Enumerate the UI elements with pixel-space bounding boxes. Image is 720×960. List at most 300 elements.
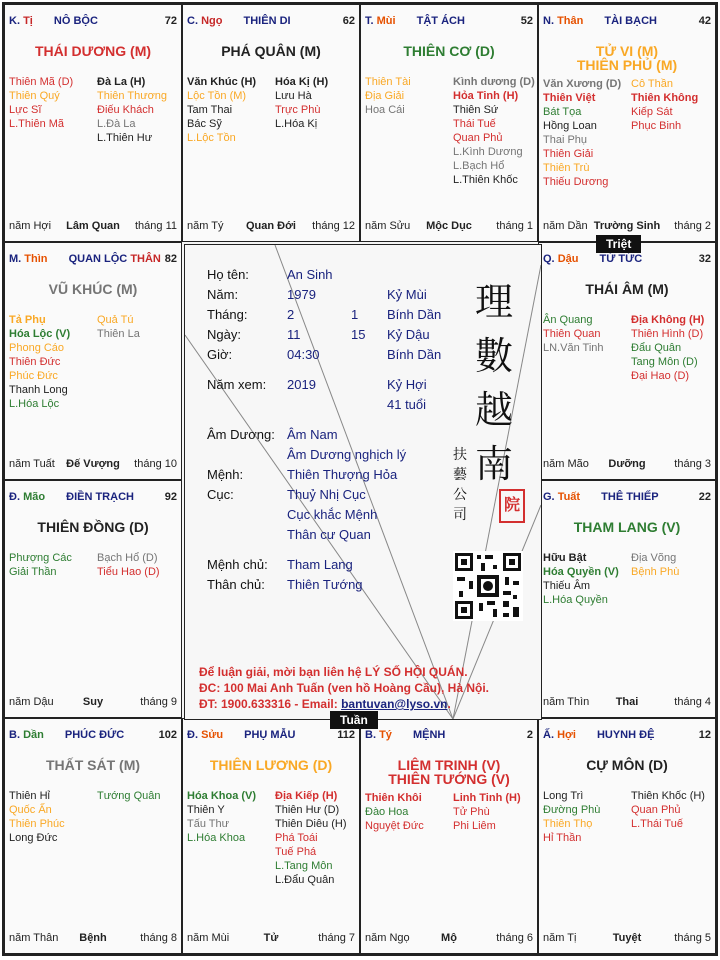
minor-star: Bát Tọa [543,106,582,118]
minor-star: Đào Hoa [365,806,409,818]
minor-star: Hóa Khoa (V) [187,790,257,802]
palace-position [9,491,45,503]
palace-number: 62 [342,15,355,27]
footer-stage: Dưỡng [608,458,646,470]
minor-star: L.Hóa Quyền [543,594,608,606]
view-year-can: Kỷ Hợi [387,377,427,392]
minor-stars-right [631,77,698,133]
palace-cell-tuat[interactable] [538,480,716,718]
red-seal: 院 [499,489,525,523]
minor-star: Thiên Y [187,804,225,816]
palace-header [9,253,177,267]
palace-name: THÊ THIẾP [601,491,659,503]
palace-name: PHỤ MẪU [244,729,296,741]
main-star: PHÁ QUÂN (M) [221,43,321,59]
minor-star: Tả Phụ [9,314,46,326]
main-star: THIÊN LƯƠNG (D) [209,757,333,773]
minor-stars-left [543,551,619,607]
calligraphy [475,275,513,491]
position-letter: C. [187,15,198,27]
name-row [207,267,249,282]
hour-can: Bính Dần [387,347,442,362]
minor-star: Quan Phủ [631,804,681,816]
qr-code-icon[interactable] [453,551,523,621]
minor-star: L.Lộc Tồn [187,132,236,144]
footer-stage: Trường Sinh [593,220,661,232]
minor-star: Thiên Tài [365,76,411,88]
palace-footer [365,932,533,945]
minor-star: Hữu Bật [543,552,587,564]
footer-month: tháng 9 [140,696,177,708]
palace-name: TẬT ÁCH [416,15,465,27]
minor-star: Bệnh Phù [631,566,680,578]
footer-stage: Tử [263,932,279,944]
palace-number: 42 [698,15,711,27]
palace-position [543,491,580,503]
minor-star: Thiên Hình (D) [631,328,704,340]
main-star: LIÊM TRINH (V) [397,757,501,773]
footer-month: tháng 1 [496,220,533,232]
minor-star: Văn Xương (D) [543,78,622,90]
minor-star: Tấu Thư [187,818,230,830]
palace-cell-hoi[interactable] [538,718,716,954]
center-info-panel [184,244,542,720]
small-char-3: 公 [453,487,467,503]
minor-stars-left [187,75,256,145]
minor-star: Tuế Phá [275,846,317,858]
palace-name: PHÚC ĐỨC [64,729,125,741]
earthly-branch: Thìn [24,253,48,265]
palace-header [543,491,711,505]
earthly-branch: Sửu [201,729,224,741]
palace-position [187,15,222,27]
palace-name: QUAN LỘC [68,253,128,265]
menh-chu-value: Tham Lang [287,557,353,572]
minor-star: L.Tang Môn [275,860,333,872]
main-star: CỰ MÔN (D) [586,757,668,773]
palace-footer [9,932,177,945]
minor-star: Phượng Các [9,552,72,564]
minor-star: Đại Hao (D) [631,370,690,382]
minor-star: Thiên Phúc [9,818,65,830]
main-star: THAM LANG (V) [573,519,681,535]
minor-star: Thiên Quý [9,90,60,102]
minor-star: Tướng Quân [97,790,161,802]
email-link[interactable]: bantuvan@lyso.vn [341,697,448,711]
footer-stage: Mộc Dục [426,220,472,232]
minor-star: L.Hóa Kị [275,118,318,130]
minor-star: Hồng Loan [543,120,597,132]
minor-star: Thiên Hỉ [9,790,50,802]
minor-star: Quả Tú [97,314,134,326]
contact-line-1: Để luận giải, mời bạn liên hệ LÝ SỐ HỘI QUÁN. [199,665,468,679]
calligraphy-char-3: 越 [475,388,514,432]
position-letter: Đ. [187,729,198,741]
palace-cell-than[interactable] [538,4,716,242]
footer-year: năm Tị [543,932,577,944]
small-char-2: 藝 [453,467,467,483]
main-star: TỬ VI (M) [595,43,659,59]
minor-star: Kiếp Sát [631,106,673,118]
name-value: An Sinh [287,267,333,282]
minor-star: Giải Thần [9,566,57,578]
minor-stars-right [631,313,704,383]
minor-stars-left [365,791,424,833]
minor-star: Cô Thần [631,78,673,90]
minor-star: Địa Không (H) [631,314,705,326]
main-star: THẤT SÁT (M) [45,757,141,773]
footer-month: tháng 4 [674,696,711,708]
minor-star: Phúc Đức [9,370,58,382]
view-year-label: Năm xem: [207,377,267,392]
minor-star: Hóa Lộc (V) [9,328,71,340]
main-star: THIÊN PHỦ (M) [576,57,678,73]
menh-value: Thiên Thượng Hỏa [287,467,398,482]
minor-star: Phá Toái [275,832,318,844]
minor-star: L.Thiên Hư [97,132,153,144]
than-chu-value: Thiên Tướng [287,577,363,592]
day-value: 11 [287,327,301,342]
palace-position [543,15,583,27]
footer-year: năm Mùi [187,932,230,944]
minor-star: L.Đà La [97,118,136,130]
minor-stars-right [97,313,140,341]
minor-star: Điếu Khách [97,104,154,116]
palace-number: 82 [164,253,177,265]
minor-star: Tang Môn (D) [631,356,698,368]
earthly-branch: Ngọ [201,15,223,27]
palace-header [365,15,533,29]
minor-star: Địa Giải [365,90,405,102]
palace-position [9,253,48,265]
footer-stage: Lâm Quan [66,220,120,232]
footer-stage: Bệnh [79,932,107,944]
minor-stars-right [97,551,160,579]
palace-cell-ngo[interactable] [182,4,360,242]
minor-star: Lưu Hà [275,90,312,102]
minor-star: Bạch Hổ (D) [97,552,158,564]
minor-stars-right [97,789,161,803]
position-letter: N. [543,15,554,27]
main-star: THÁI ÂM (M) [585,281,669,297]
palace-number: 52 [520,15,533,27]
palace-cell-dau[interactable] [538,242,716,480]
minor-star: Thiên Thương [97,90,168,102]
palace-footer [187,220,355,233]
minor-stars-left [187,789,256,845]
year-label: Năm: [207,287,239,302]
minor-star: Long Đức [9,832,58,844]
minor-star: Phi Liêm [453,820,496,832]
footer-year: năm Thân [9,932,59,944]
minor-star: Ân Quang [543,314,593,326]
footer-month: tháng 8 [140,932,177,944]
palace-footer [9,458,177,471]
minor-star: L.Hóa Lộc [9,398,60,410]
main-star: THIÊN TƯỚNG (V) [388,771,510,787]
minor-star: Thiên Khôi [365,792,422,804]
palace-header [9,729,177,743]
palace-footer [543,458,711,471]
name-label: Họ tên: [207,267,249,282]
minor-stars-left [9,551,72,579]
palace-name: THIÊN DI [243,15,291,27]
palace-header [187,15,355,29]
calligraphy-char-2: 數 [475,334,514,378]
minor-star: Thiên Giải [543,148,594,160]
footer-month: tháng 5 [674,932,711,944]
position-letter: M. [9,253,22,265]
minor-stars-left [9,313,70,411]
minor-star: L.Kình Dương [453,146,523,158]
cuc-3: Thân cư Quan [287,527,371,542]
minor-stars-right [275,789,347,887]
minor-star: Thiên Mã (D) [9,76,74,88]
palace-cell-suu[interactable] [182,718,360,954]
minor-star: Lực Sĩ [9,104,42,116]
cuc-1: Thuỷ Nhị Cục [287,487,366,502]
footer-year: năm Dần [543,220,588,232]
earthly-branch: Mùi [376,15,396,27]
month-lunar: 1 [351,307,359,322]
palace-footer [9,220,177,233]
minor-star: Long Trì [543,790,584,802]
minor-stars-right [631,551,679,579]
minor-star: Quan Phủ [453,132,503,144]
palace-number: 22 [698,491,711,503]
than-chu-label: Thân chủ: [207,577,265,592]
minor-star: Trực Phù [275,104,321,116]
minor-star: Kình dương (D) [453,76,535,88]
palace-number: 102 [158,729,177,741]
minor-star: Thiếu Âm [543,580,591,592]
earthly-branch: Tị [23,15,33,27]
day-lunar: 15 [351,327,366,342]
earthly-branch: Hợi [557,729,576,741]
minor-stars-left [365,75,411,117]
minor-stars-left [9,789,65,845]
position-letter: K. [9,15,20,27]
palace-footer [543,220,711,233]
footer-year: năm Hợi [9,220,52,232]
minor-star: Thai Phụ [543,134,588,146]
minor-star: Địa Võng [631,552,677,564]
palace-position [365,15,396,27]
palace-header [543,253,711,267]
minor-star: Đường Phù [543,804,601,816]
hour-value: 04:30 [287,347,320,362]
minor-stars-left [543,313,604,355]
minor-star: Phong Cáo [9,342,65,354]
minor-star: Quốc Ấn [9,804,52,816]
minor-star: L.Thái Tuế [631,818,683,830]
earthly-branch: Mão [23,491,46,503]
month-label: Tháng: [207,307,248,322]
minor-stars-left [543,789,600,845]
month-can: Bính Dần [387,307,442,322]
minor-star: Hoa Cái [365,104,405,116]
minor-star: Phục Binh [631,120,682,132]
palace-cell-thin[interactable] [4,242,182,480]
minor-star: L.Thiên Khốc [453,174,518,186]
minor-star: Tử Phù [453,806,490,818]
footer-month: tháng 7 [318,932,355,944]
minor-star: Linh Tinh (H) [453,792,521,804]
hour-label: Giờ: [207,347,233,362]
minor-star: Địa Kiếp (H) [275,790,338,802]
footer-month: tháng 10 [134,458,177,470]
minor-star: Đẩu Quân [631,342,682,354]
month-value: 2 [287,307,295,322]
menh-label: Mệnh: [207,467,244,482]
palace-number: 72 [164,15,177,27]
earthly-branch: Dậu [557,253,579,265]
minor-stars-left [9,75,73,131]
age: 41 tuổi [387,397,427,412]
earthly-branch: Thân [557,15,584,27]
palace-cell-mao[interactable] [4,480,182,718]
minor-star: L.Bạch Hổ [453,160,505,172]
minor-star: Thiên Quan [543,328,601,340]
main-star: THIÊN CƠ (D) [403,43,495,59]
palace-number: 32 [698,253,711,265]
minor-star: Lộc Tồn (M) [187,90,247,102]
amduong-1: Âm Nam [287,427,338,442]
minor-star: Thiên Trù [543,162,590,174]
position-letter: Ấ. [543,729,554,741]
footer-month: tháng 6 [496,932,533,944]
footer-year: năm Mão [543,458,589,470]
footer-month: tháng 2 [674,220,711,232]
day-label: Ngày: [207,327,241,342]
minor-star: Bác Sỹ [187,118,222,130]
earthly-branch: Tuất [557,491,581,503]
minor-star: Thái Tuế [453,118,496,130]
year-can: Kỷ Mùi [387,287,427,302]
menh-chu-label: Mệnh chủ: [207,557,268,572]
tuan-tag: Tuần [330,711,378,729]
minor-star: Thanh Long [9,384,68,396]
than-marker: THÂN [130,253,161,265]
palace-cell-dan[interactable] [4,718,182,954]
view-year-value: 2019 [287,377,316,392]
triet-tag: Triệt [596,235,641,253]
minor-star: Thiên Hư (D) [275,804,340,816]
amduong-2: Âm Dương nghịch lý [287,447,407,462]
palace-cell-mui[interactable] [360,4,538,242]
footer-year: năm Tý [187,220,224,232]
palace-cell-ty2[interactable] [360,718,538,954]
cuc-2: Cục khắc Mệnh [287,507,378,522]
footer-month: tháng 12 [312,220,355,232]
palace-header [9,491,177,505]
footer-stage: Suy [82,696,104,708]
minor-star: Thiếu Dương [543,176,609,188]
minor-stars-left [543,77,621,189]
main-star: VŨ KHÚC (M) [48,281,138,297]
footer-month: tháng 11 [134,220,177,232]
palace-position [9,15,33,27]
minor-star: Hỏa Tinh (H) [453,90,519,102]
footer-month: tháng 3 [674,458,711,470]
minor-star: Văn Khúc (H) [187,76,257,88]
minor-star: LN.Văn Tinh [543,342,604,354]
footer-year: năm Thìn [543,696,590,708]
footer-stage: Quan Đới [246,220,296,232]
minor-star: Thiên Việt [543,92,596,104]
minor-stars-right [453,791,521,833]
palace-position [187,729,223,741]
minor-star: Thiên Đức [9,356,61,368]
tu-vi-chart [2,2,718,956]
palace-name: TÀI BẠCH [604,15,657,27]
main-star: THIÊN ĐỒNG (D) [37,519,149,535]
minor-star: Thiên La [97,328,140,340]
palace-number: 112 [337,729,355,741]
year-value: 1979 [287,287,316,302]
footer-stage: Đế Vượng [66,458,120,470]
palace-position [365,729,392,741]
main-star: THÁI DƯƠNG (M) [34,43,152,59]
footer-year: năm Tuất [9,458,55,470]
minor-star: Nguyệt Đức [365,820,424,832]
footer-stage: Mộ [441,932,457,944]
minor-stars-right [275,75,328,131]
position-letter: B. [365,729,376,741]
minor-star: L.Thiên Mã [9,118,65,130]
position-letter: T. [365,15,374,27]
palace-header [543,15,711,29]
palace-header [9,15,177,29]
footer-year: năm Sửu [365,220,411,232]
minor-star: Thiên Không [631,92,699,104]
minor-star: L.Đẩu Quân [275,874,335,886]
earthly-branch: Dần [23,729,44,741]
footer-year: năm Dậu [9,696,54,708]
minor-star: Tam Thai [187,104,233,116]
small-chars [453,445,467,525]
minor-star: Hóa Quyền (V) [543,566,619,578]
minor-star: Đà La (H) [97,76,146,88]
palace-position [543,729,576,741]
small-char-4: 司 [453,507,467,523]
position-letter: B. [9,729,20,741]
position-letter: Đ. [9,491,20,503]
minor-star: L.Hóa Khoa [187,832,246,844]
palace-number: 2 [526,729,533,741]
palace-number: 12 [698,729,711,741]
minor-star: Thiên Khốc (H) [631,790,705,802]
palace-position [9,729,44,741]
palace-footer [543,932,711,945]
calligraphy-char-4: 南 [475,442,514,486]
amduong-label: Âm Dương: [207,427,275,442]
palace-header [187,729,355,743]
footer-stage: Thai [615,696,639,708]
palace-footer [187,932,355,945]
palace-name: MỆNH [412,729,446,741]
day-can: Kỷ Dậu [387,327,430,342]
palace-footer [365,220,533,233]
minor-stars-right [97,75,167,145]
minor-star: Hỉ Thần [543,832,582,844]
palace-position [543,253,578,265]
palace-cell-ty[interactable] [4,4,182,242]
footer-stage: Tuyệt [612,932,642,944]
palace-footer [9,696,177,709]
minor-star: Thiên Diêu (H) [275,818,347,830]
palace-number: 92 [164,491,177,503]
